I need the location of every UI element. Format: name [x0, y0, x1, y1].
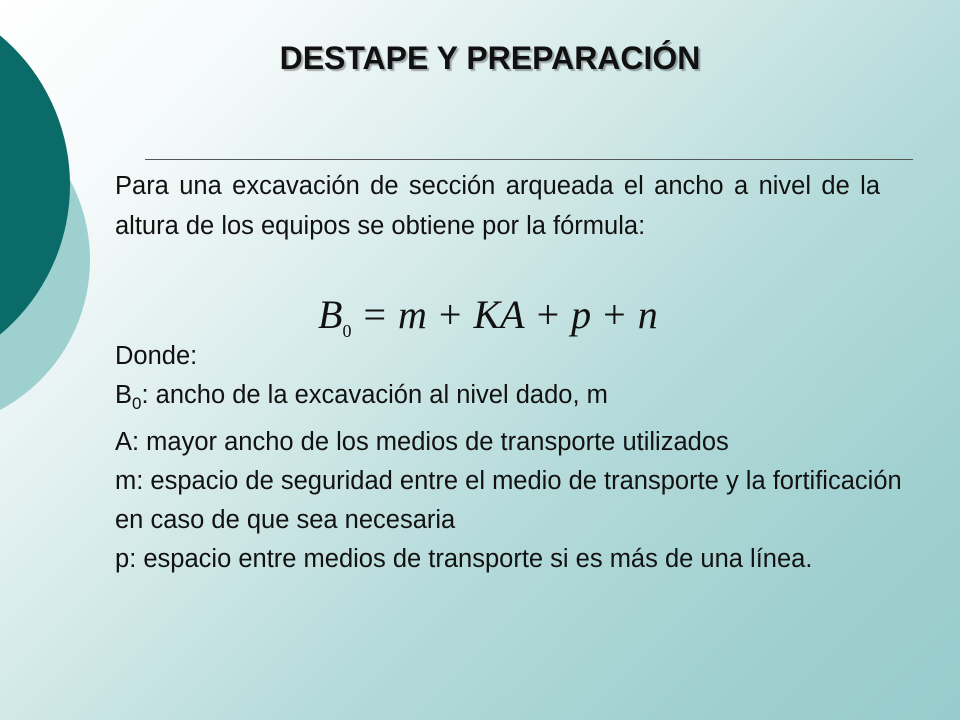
definition-symbol: m — [115, 467, 137, 496]
definition-symbol-subscript: 0 — [132, 394, 142, 414]
title-divider — [145, 159, 913, 160]
formula-term: n — [637, 292, 658, 337]
formula-operator: + — [603, 292, 626, 337]
formula-equals: = — [363, 292, 386, 337]
definition-symbol: p — [115, 545, 130, 574]
intro-paragraph: Para una excavación de sección arqueada el ancho a nivel de la altura de los equipos se obtiene por la fórmula: — [115, 172, 880, 240]
formula — [318, 290, 658, 340]
definitions-label: Donde: — [115, 342, 198, 370]
formula-term: m — [398, 292, 427, 337]
formula-term: p — [571, 292, 592, 337]
formula-operator: + — [536, 292, 560, 337]
definition-symbol: A — [115, 428, 133, 457]
definition-item — [115, 462, 905, 540]
definition-item — [115, 540, 905, 579]
slide-title: DESTAPE Y PREPARACIÓN — [279, 40, 701, 76]
definition-item — [115, 423, 905, 462]
definition-text: : mayor ancho de los medios de transporte utilizados — [132, 428, 729, 457]
definition-text: : espacio entre medios de transporte si es más de una línea. — [129, 545, 813, 574]
definitions-list — [115, 337, 905, 579]
definition-text: : ancho de la excavación al nivel dado, m — [141, 381, 608, 409]
definition-symbol: B — [115, 381, 133, 409]
formula-lhs: B — [318, 292, 343, 337]
formula-operator: + — [438, 292, 462, 337]
definition-text: : espacio de seguridad entre el medio de transporte y la fortificación en caso de que sea necesaria — [115, 467, 902, 535]
formula-lhs-subscript: 0 — [342, 321, 352, 341]
definition-item — [115, 376, 905, 423]
formula-term: KA — [473, 292, 525, 337]
